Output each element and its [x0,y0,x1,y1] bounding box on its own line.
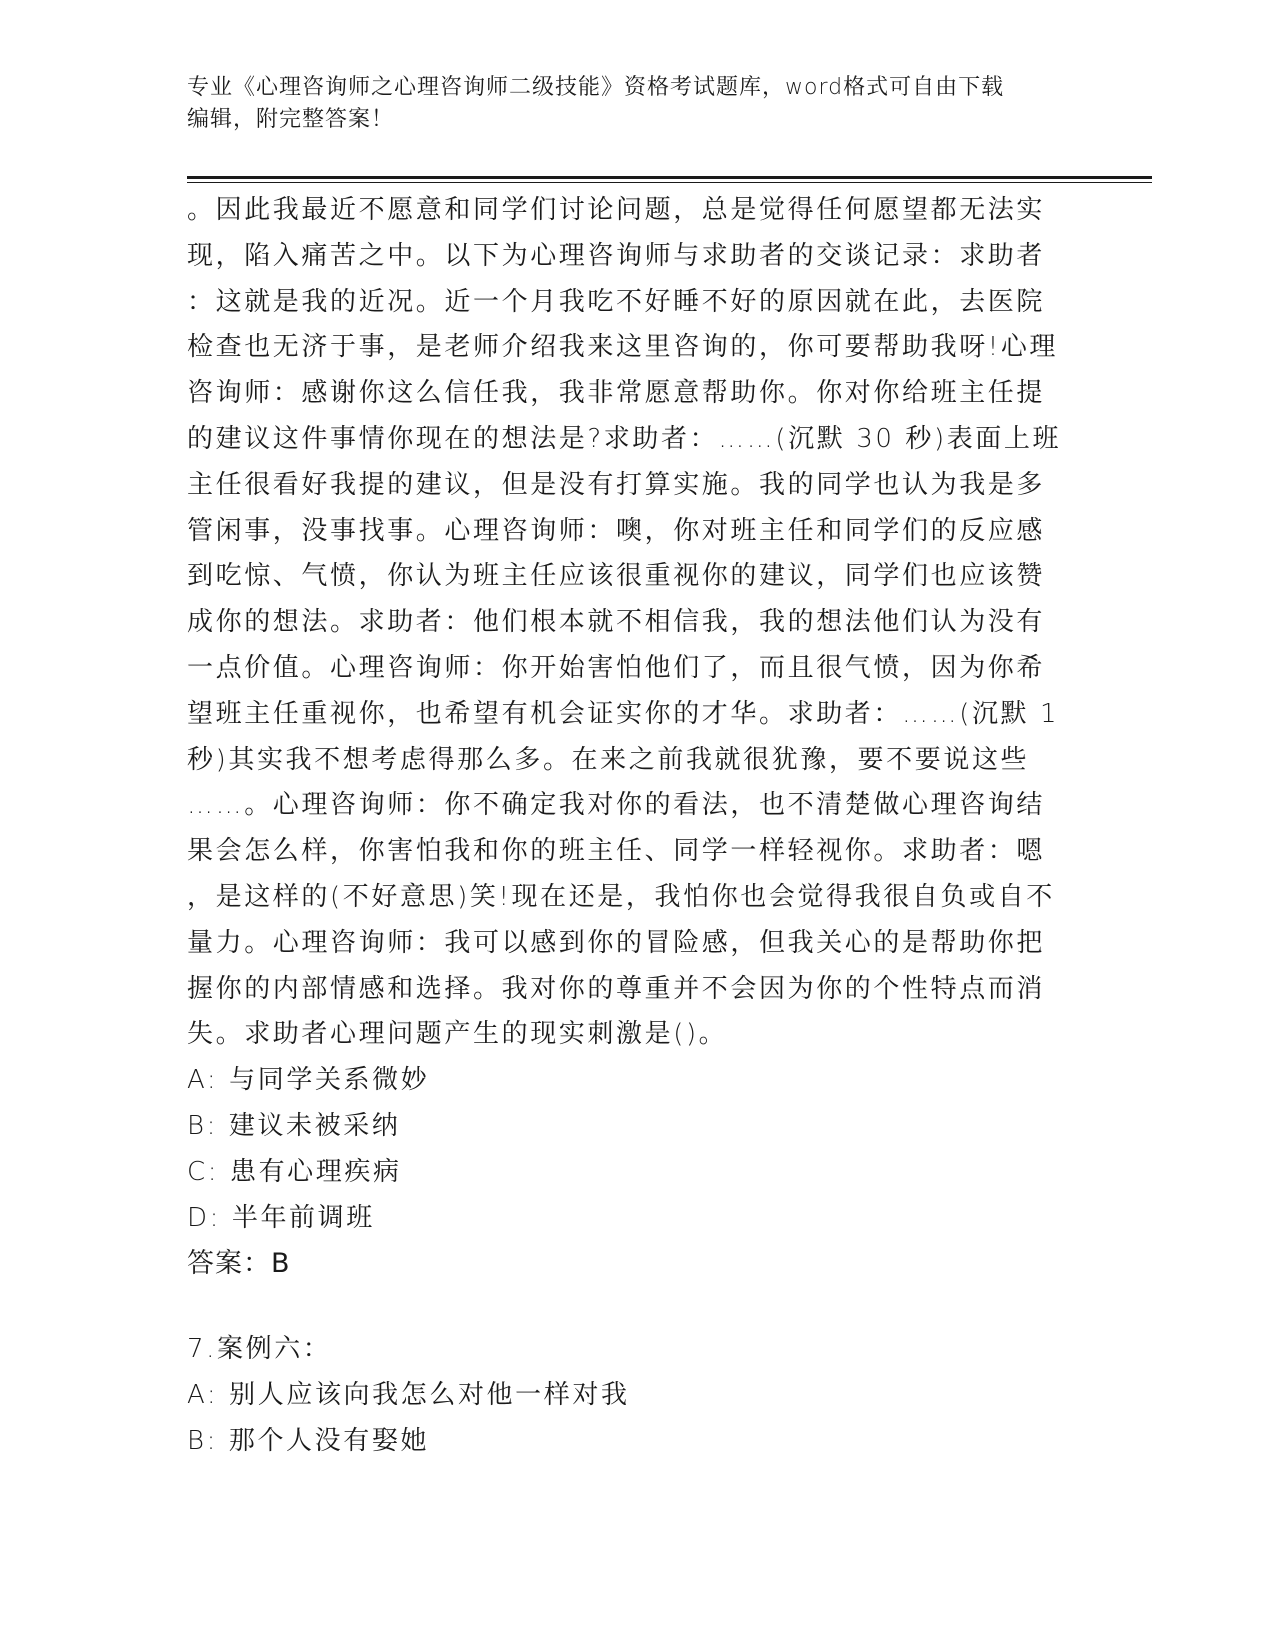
question-7-title: 7.案例六： [187,1334,332,1365]
question-7 [187,1327,1187,1464]
option-c: C: 患有心理疾病 [187,1156,402,1187]
answer-label: 答案：B [187,1248,291,1280]
option-d: D: 半年前调班 [187,1202,375,1233]
option-a: A: 别人应该向我怎么对他一样对我 [187,1380,630,1411]
header-line-1: 专业《心理咨询师之心理咨询师二级技能》资格考试题库，word格式可自由下载 [187,75,1005,100]
passage-line: 现，陷入痛苦之中。以下为心理咨询师与求助者的交谈记录：求助者 [187,240,1046,271]
option-a: A: 与同学关系微妙 [187,1065,430,1096]
passage-line: 检查也无济于事，是老师介绍我来这里咨询的，你可要帮助我呀!心理 [187,332,1059,363]
document-header [187,72,1067,136]
header-line-2: 编辑，附完整答案！ [187,107,395,132]
passage-line: 望班主任重视你，也希望有机会证实你的才华。求助者：……(沉默 1 [187,698,1060,729]
passage-line: 握你的内部情感和选择。我对你的尊重并不会因为你的个性特点而消 [187,973,1046,1004]
passage-line: 一点价值。心理咨询师：你开始害怕他们了，而且很气愤，因为你希 [187,652,1046,683]
document-body [187,188,1187,1465]
section-spacer [187,1287,1187,1327]
question-6-options [187,1058,1187,1241]
passage-line: 失。求助者心理问题产生的现实刺激是()。 [187,1019,728,1050]
passage-line: ……。心理咨询师：你不确定我对你的看法，也不清楚做心理咨询结 [187,790,1046,821]
passage-line: 秒)其实我不想考虑得那么多。在来之前我就很犹豫，要不要说这些 [187,744,1030,775]
passage-line: 咨询师：感谢你这么信任我，我非常愿意帮助你。你对你给班主任提 [187,378,1046,409]
passage-line: 果会怎么样，你害怕我和你的班主任、同学一样轻视你。求助者：嗯 [187,836,1046,867]
passage-line: 成你的想法。求助者：他们根本就不相信我，我的想法他们认为没有 [187,607,1046,638]
passage-line: 主任很看好我提的建议，但是没有打算实施。我的同学也认为我是多 [187,469,1046,500]
option-b: B: 建议未被采纳 [187,1110,401,1141]
passage-line: 到吃惊、气愤，你认为班主任应该很重视你的建议，同学们也应该赞 [187,561,1046,592]
header-divider-thick [187,176,1152,179]
passage-line: ：这就是我的近况。近一个月我吃不好睡不好的原因就在此，去医院 [187,286,1046,317]
passage-line: 的建议这件事情你现在的想法是?求助者：……(沉默 30 秒)表面上班 [187,423,1062,454]
passage-line: ，是这样的(不好意思)笑!现在还是，我怕你也会觉得我很自负或自不 [187,881,1055,912]
header-divider-thin [187,182,1152,183]
passage-line: 量力。心理咨询师：我可以感到你的冒险感，但我关心的是帮助你把 [187,927,1046,958]
option-b: B: 那个人没有娶她 [187,1425,430,1456]
passage-line: 管闲事，没事找事。心理咨询师：噢，你对班主任和同学们的反应感 [187,515,1046,546]
passage-line: 。因此我最近不愿意和同学们讨论问题，总是觉得任何愿望都无法实 [187,195,1046,225]
case-passage [187,188,1187,1058]
